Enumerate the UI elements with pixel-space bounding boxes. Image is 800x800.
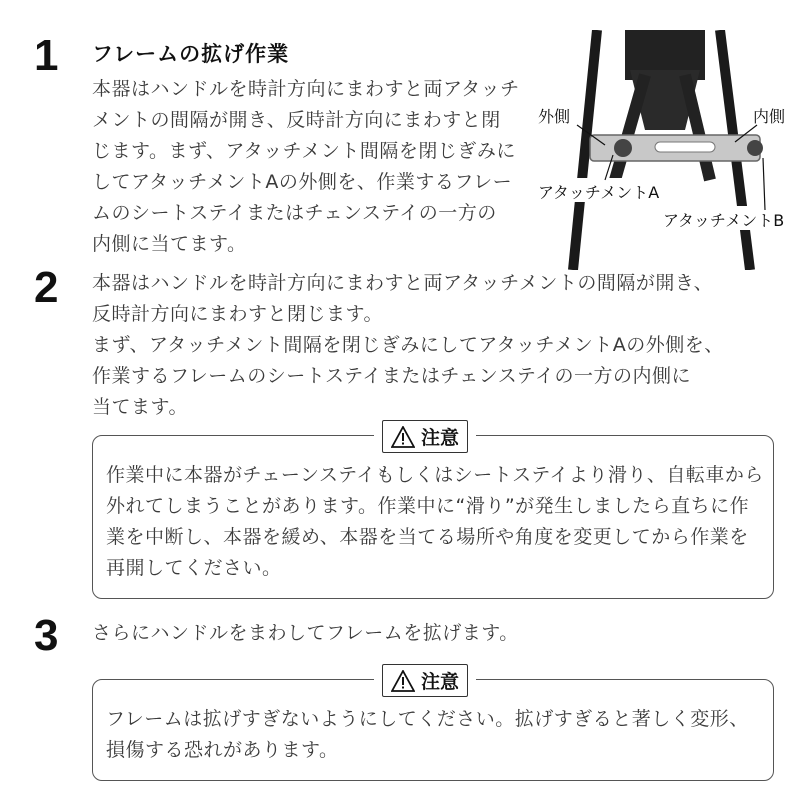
warning-icon bbox=[391, 670, 415, 692]
step-number-2: 2 bbox=[34, 263, 59, 312]
caution-tag-wrap bbox=[374, 420, 476, 453]
text-line: じます。まず、アタッチメント間隔を閉じぎみに bbox=[92, 140, 516, 162]
text-line: 当てます。 bbox=[92, 396, 188, 418]
text-line: 反時計方向にまわすと閉じます。 bbox=[92, 303, 383, 325]
text-line: ムのシートステイまたはチェンステイの一方の bbox=[92, 202, 497, 224]
caution-text bbox=[106, 460, 764, 584]
section2-text bbox=[92, 268, 724, 423]
caution-label: 注意 bbox=[421, 427, 460, 449]
caution-text bbox=[106, 704, 749, 766]
section3-text bbox=[92, 618, 519, 649]
text-line: 作業するフレームのシートステイまたはチェンステイの一方の内側に bbox=[92, 365, 691, 387]
section1-text bbox=[92, 74, 520, 260]
text-line: 業を中断し、本器を緩め、本器を当てる場所や角度を変更してから作業を bbox=[106, 526, 749, 548]
text-line: 内側に当てます。 bbox=[92, 233, 247, 255]
step-number-1: 1 bbox=[34, 31, 59, 80]
text-line: 外れてしまうことがあります。作業中に“滑り”が発生しましたら直ちに作 bbox=[106, 495, 750, 517]
text-line: 本器はハンドルを時計方向にまわすと両アタッチメントの間隔が開き、 bbox=[92, 272, 714, 294]
text-line: まず、アタッチメント間隔を閉じぎみにしてアタッチメントAの外側を、 bbox=[92, 334, 724, 356]
text-line: してアタッチメントAの外側を、作業するフレー bbox=[92, 171, 513, 193]
label-inner-side: 内側 bbox=[753, 107, 786, 126]
caution-tag-wrap bbox=[374, 664, 476, 697]
text-line: 本器はハンドルを時計方向にまわすと両アタッチ bbox=[92, 78, 520, 100]
label-outer-side: 外側 bbox=[538, 107, 571, 126]
text-line: 再開してください。 bbox=[106, 557, 282, 579]
section-title: フレームの拡げ作業 bbox=[92, 42, 290, 66]
text-line: フレームは拡げすぎないようにしてください。拡げすぎると著しく変形、 bbox=[106, 708, 749, 730]
text-line: メントの間隔が開き、反時計方向にまわすと閉 bbox=[92, 109, 501, 131]
step-number-3: 3 bbox=[34, 611, 59, 660]
label-attachment-b: アタッチメントB bbox=[663, 211, 785, 230]
text-line: 損傷する恐れがあります。 bbox=[106, 739, 339, 761]
caution-tag bbox=[382, 420, 468, 453]
warning-icon bbox=[391, 426, 415, 448]
caution-tag bbox=[382, 664, 468, 697]
label-attachment-a: アタッチメントA bbox=[538, 183, 660, 202]
text-line: 作業中に本器がチェーンステイもしくはシートステイより滑り、自転車から bbox=[106, 464, 764, 486]
text-line: さらにハンドルをまわしてフレームを拡げます。 bbox=[92, 622, 519, 644]
caution-label: 注意 bbox=[421, 671, 460, 693]
frame-spreader-photo bbox=[535, 30, 800, 270]
tool-illustration bbox=[535, 30, 800, 270]
